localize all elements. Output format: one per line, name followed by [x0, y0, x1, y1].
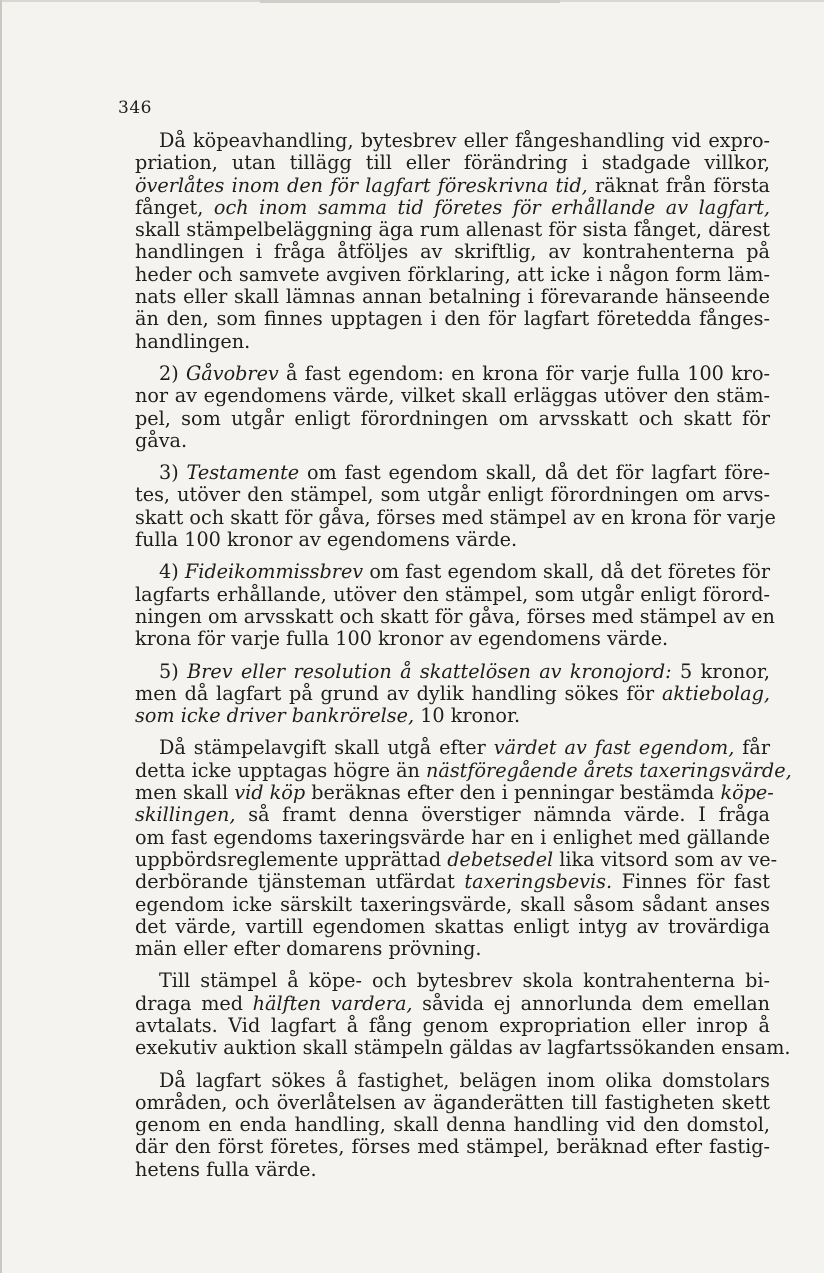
text-line: 2) Gåvobrev å fast egendom: en krona för varje fulla 100 kro-	[159, 361, 770, 385]
text-line: män eller efter domarens prövning.	[135, 937, 482, 961]
italic-text: Brev eller resolution å skattelösen av kronojord:	[187, 659, 672, 683]
text-line: gåva.	[135, 428, 188, 452]
paragraph-stampelavgift-varde	[135, 736, 792, 961]
text-line: nor av egendomens värde, vilket skall erläggas utöver den stäm-	[135, 384, 770, 408]
text-line: Då stämpelavgift skall utgå efter värdet av fast egendom, får	[159, 736, 771, 760]
text-line: som icke driver bankrörelse, 10 kronor.	[135, 704, 521, 728]
text-line: där den först företes, förses med stämpel, beräknad efter fastig-	[135, 1135, 770, 1159]
text-line: draga med hälften vardera, såvida ej annorlunda dem emellan	[135, 991, 771, 1015]
paragraph-fideikommissbrev	[135, 560, 775, 651]
text-line: handlingen i fråga åtföljes av skriftlig, av kontrahenterna på	[135, 240, 770, 264]
italic-text: Fideikommissbrev	[184, 560, 364, 584]
text-line: ningen om arvsskatt och skatt för gåva, förses med stämpel av en	[135, 604, 775, 628]
text-line: pel, som utgår enligt förordningen om arvsskatt och skatt för	[135, 406, 770, 430]
text-line: detta icke upptagas högre än nästföregående årets taxeringsvärde,	[135, 758, 792, 782]
body-text	[135, 129, 792, 1191]
page-fold-shadow	[260, 0, 560, 3]
text-line: det värde, vartill egendomen skattas enligt intyg av trovärdiga	[135, 914, 770, 938]
text-line: Då köpeavhandling, bytesbrev eller fångeshandling vid expro-	[159, 129, 770, 152]
italic-text: vid köp	[234, 781, 306, 805]
text-line: krona för varje fulla 100 kronor av egendomens värde.	[135, 627, 669, 651]
text-line: hetens fulla värde.	[135, 1157, 317, 1181]
italic-text: hälften vardera,	[252, 991, 413, 1015]
text-line: skall stämpelbeläggning äga rum allenast för sista fånget, därest	[135, 218, 770, 242]
text-line: 5) Brev eller resolution å skattelösen av kronojord: 5 kronor,	[159, 659, 771, 683]
text-line: priation, utan tillägg till eller förändring i stadgade villkor,	[135, 151, 770, 175]
text-line: men då lagfart på grund av dylik handling sökes för aktiebolag,	[135, 681, 770, 705]
italic-text: debetsedel	[447, 847, 554, 871]
italic-text: värdet av fast egendom,	[493, 736, 735, 760]
page-number: 346	[118, 98, 152, 118]
text-line: Då lagfart sökes å fastighet, belägen inom olika domstolars	[159, 1068, 770, 1092]
text-line: fulla 100 kronor av egendomens värde.	[135, 528, 518, 552]
page-left-edge	[0, 0, 2, 1273]
italic-text: köpe-	[720, 781, 774, 805]
paragraph-olika-domstolar	[135, 1070, 770, 1181]
paragraph-gavobrev	[135, 363, 770, 452]
italic-text: nästföregående årets taxeringsvärde,	[426, 758, 792, 782]
italic-text: taxeringsbevis.	[464, 870, 613, 894]
text-line: om fast egendoms taxeringsvärde har en i enlighet med gällande	[135, 825, 770, 849]
italic-text: skillingen,	[135, 803, 236, 827]
italic-text: och inom samma tid företes för erhållande av lagfart,	[213, 195, 770, 219]
text-line: överlåtes inom den för lagfart föreskrivna tid, räknat från första	[135, 173, 770, 197]
paragraph-testamente	[135, 461, 776, 552]
paragraph-kontrahenter	[135, 969, 791, 1060]
italic-text: aktiebolag,	[661, 681, 770, 705]
text-line: derbörande tjänsteman utfärdat taxeringsbevis. Finnes för fast	[135, 870, 770, 894]
text-line: Till stämpel å köpe- och bytesbrev skola kontrahenterna bi-	[159, 969, 770, 993]
paragraph-kronojord	[135, 661, 770, 728]
italic-text: Testamente	[186, 461, 300, 485]
text-line: 3) Testamente om fast egendom skall, då det för lagfart före-	[159, 461, 770, 485]
text-line: egendom icke särskilt taxeringsvärde, skall såsom sådant anses	[135, 892, 770, 916]
text-line: lagfarts erhållande, utöver den stämpel, som utgår enligt förord-	[135, 582, 770, 606]
text-line: exekutiv auktion skall stämpeln gäldas av lagfartssökanden ensam.	[135, 1036, 791, 1060]
text-line: nats eller skall lämnas annan betalning i förevarande hänseende	[135, 285, 770, 309]
italic-text: Gåvobrev	[185, 361, 279, 385]
text-line: fånget, och inom samma tid företes för erhållande av lagfart,	[135, 195, 770, 219]
text-line: skatt och skatt för gåva, förses med stämpel av en krona för varje	[135, 505, 776, 529]
italic-text: överlåtes inom den för lagfart föreskrivna tid,	[135, 173, 588, 197]
text-line: men skall vid köp beräknas efter den i penningar bestämda köpe-	[135, 781, 774, 805]
text-line: än den, som finnes upptagen i den för lagfart företedda fånges-	[135, 307, 770, 331]
paragraph-expropriation	[135, 130, 770, 353]
text-line: avtalats. Vid lagfart å fång genom expropriation eller inrop å	[135, 1013, 770, 1037]
text-line: områden, och överlåtelsen av äganderätten till fastigheten skett	[135, 1090, 770, 1114]
text-line: 4) Fideikommissbrev om fast egendom skall, då det företes för	[159, 560, 771, 584]
text-line: tes, utöver den stämpel, som utgår enligt förordningen om arvs-	[135, 483, 770, 507]
text-line: skillingen, så framt denna överstiger nämnda värde. I fråga	[135, 803, 770, 827]
text-line: genom en enda handling, skall denna handling vid den domstol,	[135, 1113, 770, 1137]
text-line: handlingen.	[135, 329, 251, 353]
text-line: uppbördsreglemente upprättad debetsedel lika vitsord som av ve-	[135, 847, 778, 871]
italic-text: som icke driver bankrörelse,	[135, 704, 415, 728]
text-line: heder och samvete avgiven förklaring, att icke i någon form läm-	[135, 262, 770, 286]
